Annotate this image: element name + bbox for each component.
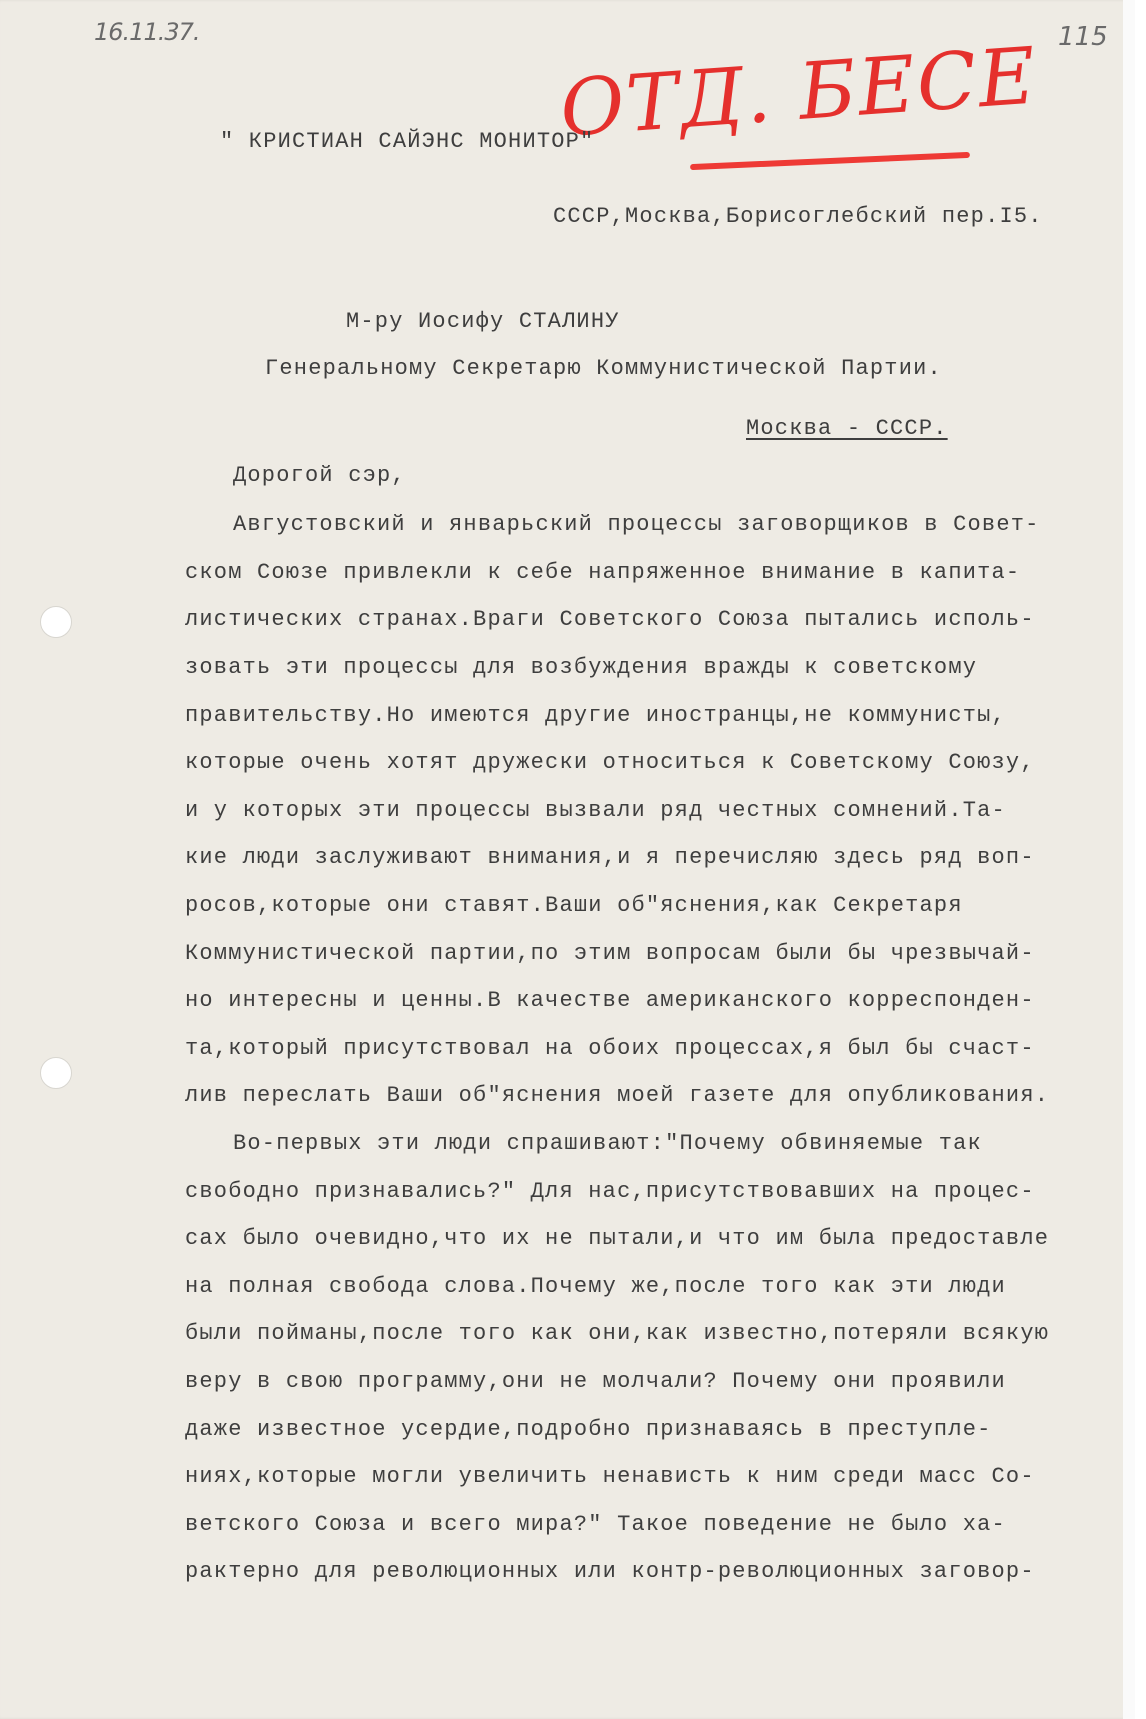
recipient-name: М-ру Иосифу СТАЛИНУ <box>346 309 620 334</box>
body-line: которые очень хотят дружески относиться к Советскому Союзу, <box>185 750 1035 775</box>
page-edge <box>1123 0 1135 1719</box>
body-line: и у которых эти процессы вызвали ряд честных сомнений.Та- <box>185 798 1006 823</box>
body-line: были пойманы,после того как они,как известно,потеряли всякую <box>185 1321 1050 1346</box>
body-line: даже известное усердие,подробно признаваясь в преступле- <box>185 1417 992 1442</box>
body-line: свободно признавались?" Для нас,присутствовавших на процес- <box>185 1179 1035 1204</box>
body-line: рактерно для революционных или контр-революционных заговор- <box>185 1559 1035 1584</box>
body-line: правительству.Но имеются другие иностранцы,не коммунисты, <box>185 703 1006 728</box>
punch-hole-bottom <box>40 1057 72 1089</box>
handwritten-date: 16.11.37. <box>94 18 200 46</box>
body-line: листических странах.Враги Советского Союза пытались исполь- <box>185 607 1035 632</box>
sender-address: СССР,Москва,Борисоглебский пер.I5. <box>553 204 1043 229</box>
body-line: но интересны и ценны.В качестве американского корреспонден- <box>185 988 1035 1013</box>
red-pencil-annotation: ОТД. БЕСЕ <box>557 31 1041 155</box>
body-line: ниях,которые могли увеличить ненависть к ним среди масс Со- <box>185 1464 1035 1489</box>
red-pencil-underline <box>690 152 970 170</box>
body-line: Во-первых эти люди спрашивают:"Почему обвиняемые так <box>233 1131 982 1156</box>
punch-hole-top <box>40 606 72 638</box>
body-line: ском Союзе привлекли к себе напряженное внимание в капита- <box>185 560 1021 585</box>
salutation: Дорогой сэр, <box>233 463 406 488</box>
body-line: та,который присутствовал на обоих процессах,я был бы счаст- <box>185 1036 1035 1061</box>
body-line: ветского Союза и всего мира?" Такое поведение не было ха- <box>185 1512 1006 1537</box>
body-line: Августовский и январьский процессы заговорщиков в Совет- <box>233 512 1040 537</box>
body-line: сах было очевидно,что их не пытали,и что им была предоставле <box>185 1226 1050 1251</box>
body-line: кие люди заслуживают внимания,и я перечисляю здесь ряд воп- <box>185 845 1035 870</box>
recipient-place: Москва - СССР. <box>746 416 948 441</box>
page-number: 115 <box>1058 22 1108 52</box>
body-line: росов,которые они ставят.Ваши об"яснения,как Секретаря <box>185 893 963 918</box>
body-line: Коммунистической партии,по этим вопросам были бы чрезвычай- <box>185 941 1035 966</box>
recipient-title: Генеральному Секретарю Коммунистической Партии. <box>265 356 942 381</box>
body-line: лив переслать Ваши об"яснения моей газете для опубликования. <box>185 1083 1050 1108</box>
body-line: зовать эти процессы для возбуждения вражды к советскому <box>185 655 978 680</box>
newspaper-name: " КРИСТИАН САЙЭНС МОНИТОР" <box>220 129 595 154</box>
body-line: веру в свою программу,они не молчали? Почему они проявили <box>185 1369 1006 1394</box>
body-line: на полная свобода слова.Почему же,после того как эти люди <box>185 1274 1006 1299</box>
